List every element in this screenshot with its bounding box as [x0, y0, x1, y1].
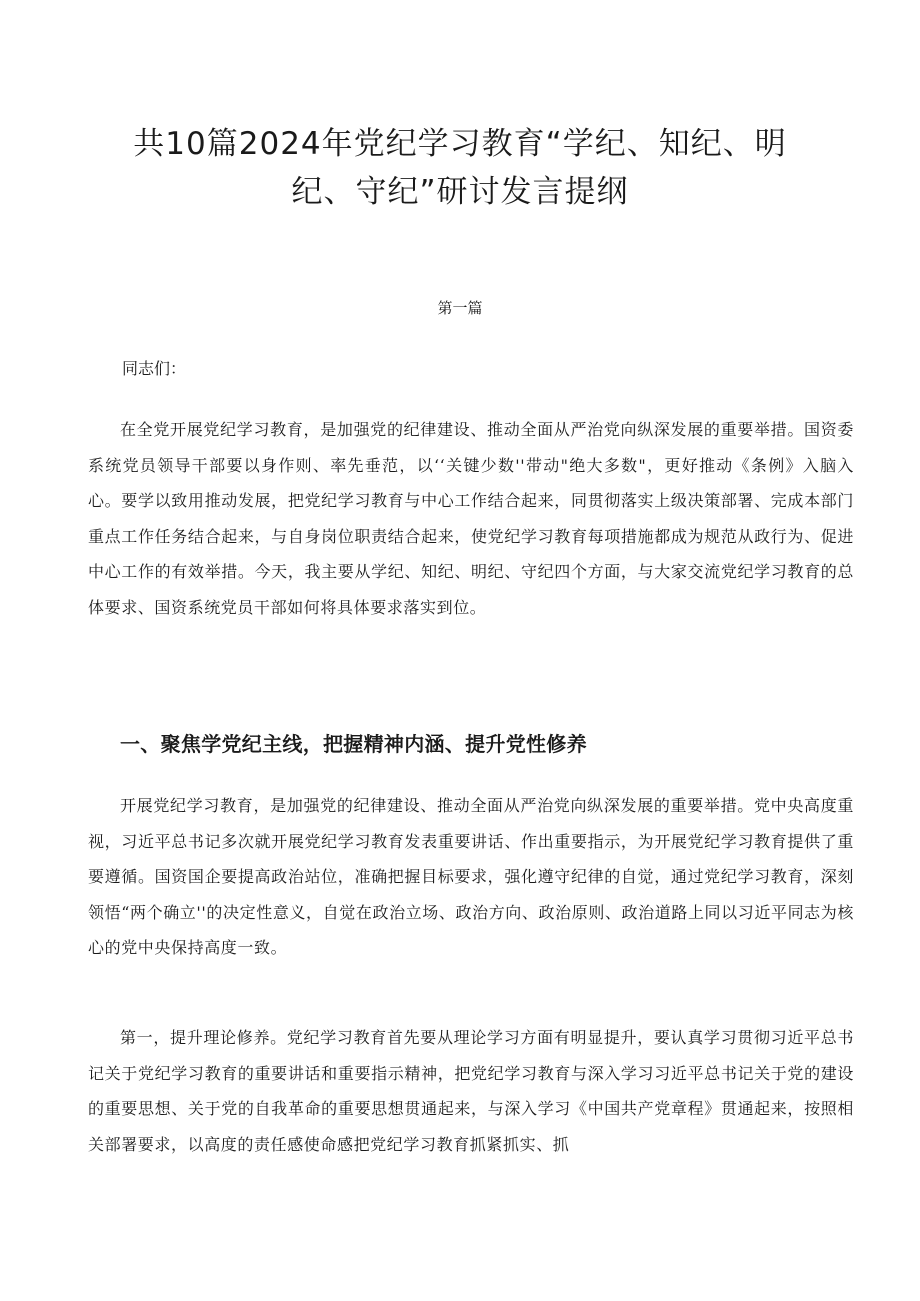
section-label: 第一篇: [437, 299, 483, 317]
paragraph-point-1: 第一，提升理论修养。党纪学习教育首先要从理论学习方面有明显提升，要认真学习贯彻习近平总书记关于党纪学习教育的重要讲话和重要指示精神，把党纪学习教育与深入学习习近平总书记关于党的建设的重要思想、关于党的自我革命的重要思想贯通起来，与深入学习《中国共产党章程》贯通起来，按照相关部署要求，以高度的责任感使命感把党纪学习教育抓紧抓实、抓: [88, 1028, 854, 1154]
section-heading-1: 一、聚焦学党纪主线，把握精神内涵、提升党性修养: [120, 732, 587, 756]
salutation: 同志们：: [122, 359, 187, 378]
document-title: 共10篇2024年党纪学习教育“学纪、知纪、明纪、守纪”研讨发言提纲: [133, 126, 787, 210]
paragraph-section-1: 开展党纪学习教育，是加强党的纪律建设、推动全面从严治党向纵深发展的重要举措。党中央高度重视，习近平总书记多次就开展党纪学习教育发表重要讲话、作出重要指示，为开展党纪学习教育提供了重要遵循。国资国企要提高政治站位，准确把握目标要求，强化遵守纪律的自觉，通过党纪学习教育，深刻领悟“两个确立''的决定性意义，自觉在政治立场、政治方向、政治原则、政治道路上同以习近平同志为核心的党中央保持高度一致。: [88, 796, 854, 957]
paragraph-intro: 在全党开展党纪学习教育，是加强党的纪律建设、推动全面从严治党向纵深发展的重要举措。国资委系统党员领导干部要以身作则、率先垂范，以‘‘关键少数''带动"绝大多数"，更好推动《条例》入脑入心。要学以致用推动发展，把党纪学习教育与中心工作结合起来，同贯彻落实上级决策部署、完成本部门重点工作任务结合起来，与自身岗位职责结合起来，使党纪学习教育每项措施都成为规范从政行为、促进中心工作的有效举措。今天，我主要从学纪、知纪、明纪、守纪四个方面，与大家交流党纪学习教育的总体要求、国资系统党员干部如何将具体要求落实到位。: [88, 420, 854, 617]
